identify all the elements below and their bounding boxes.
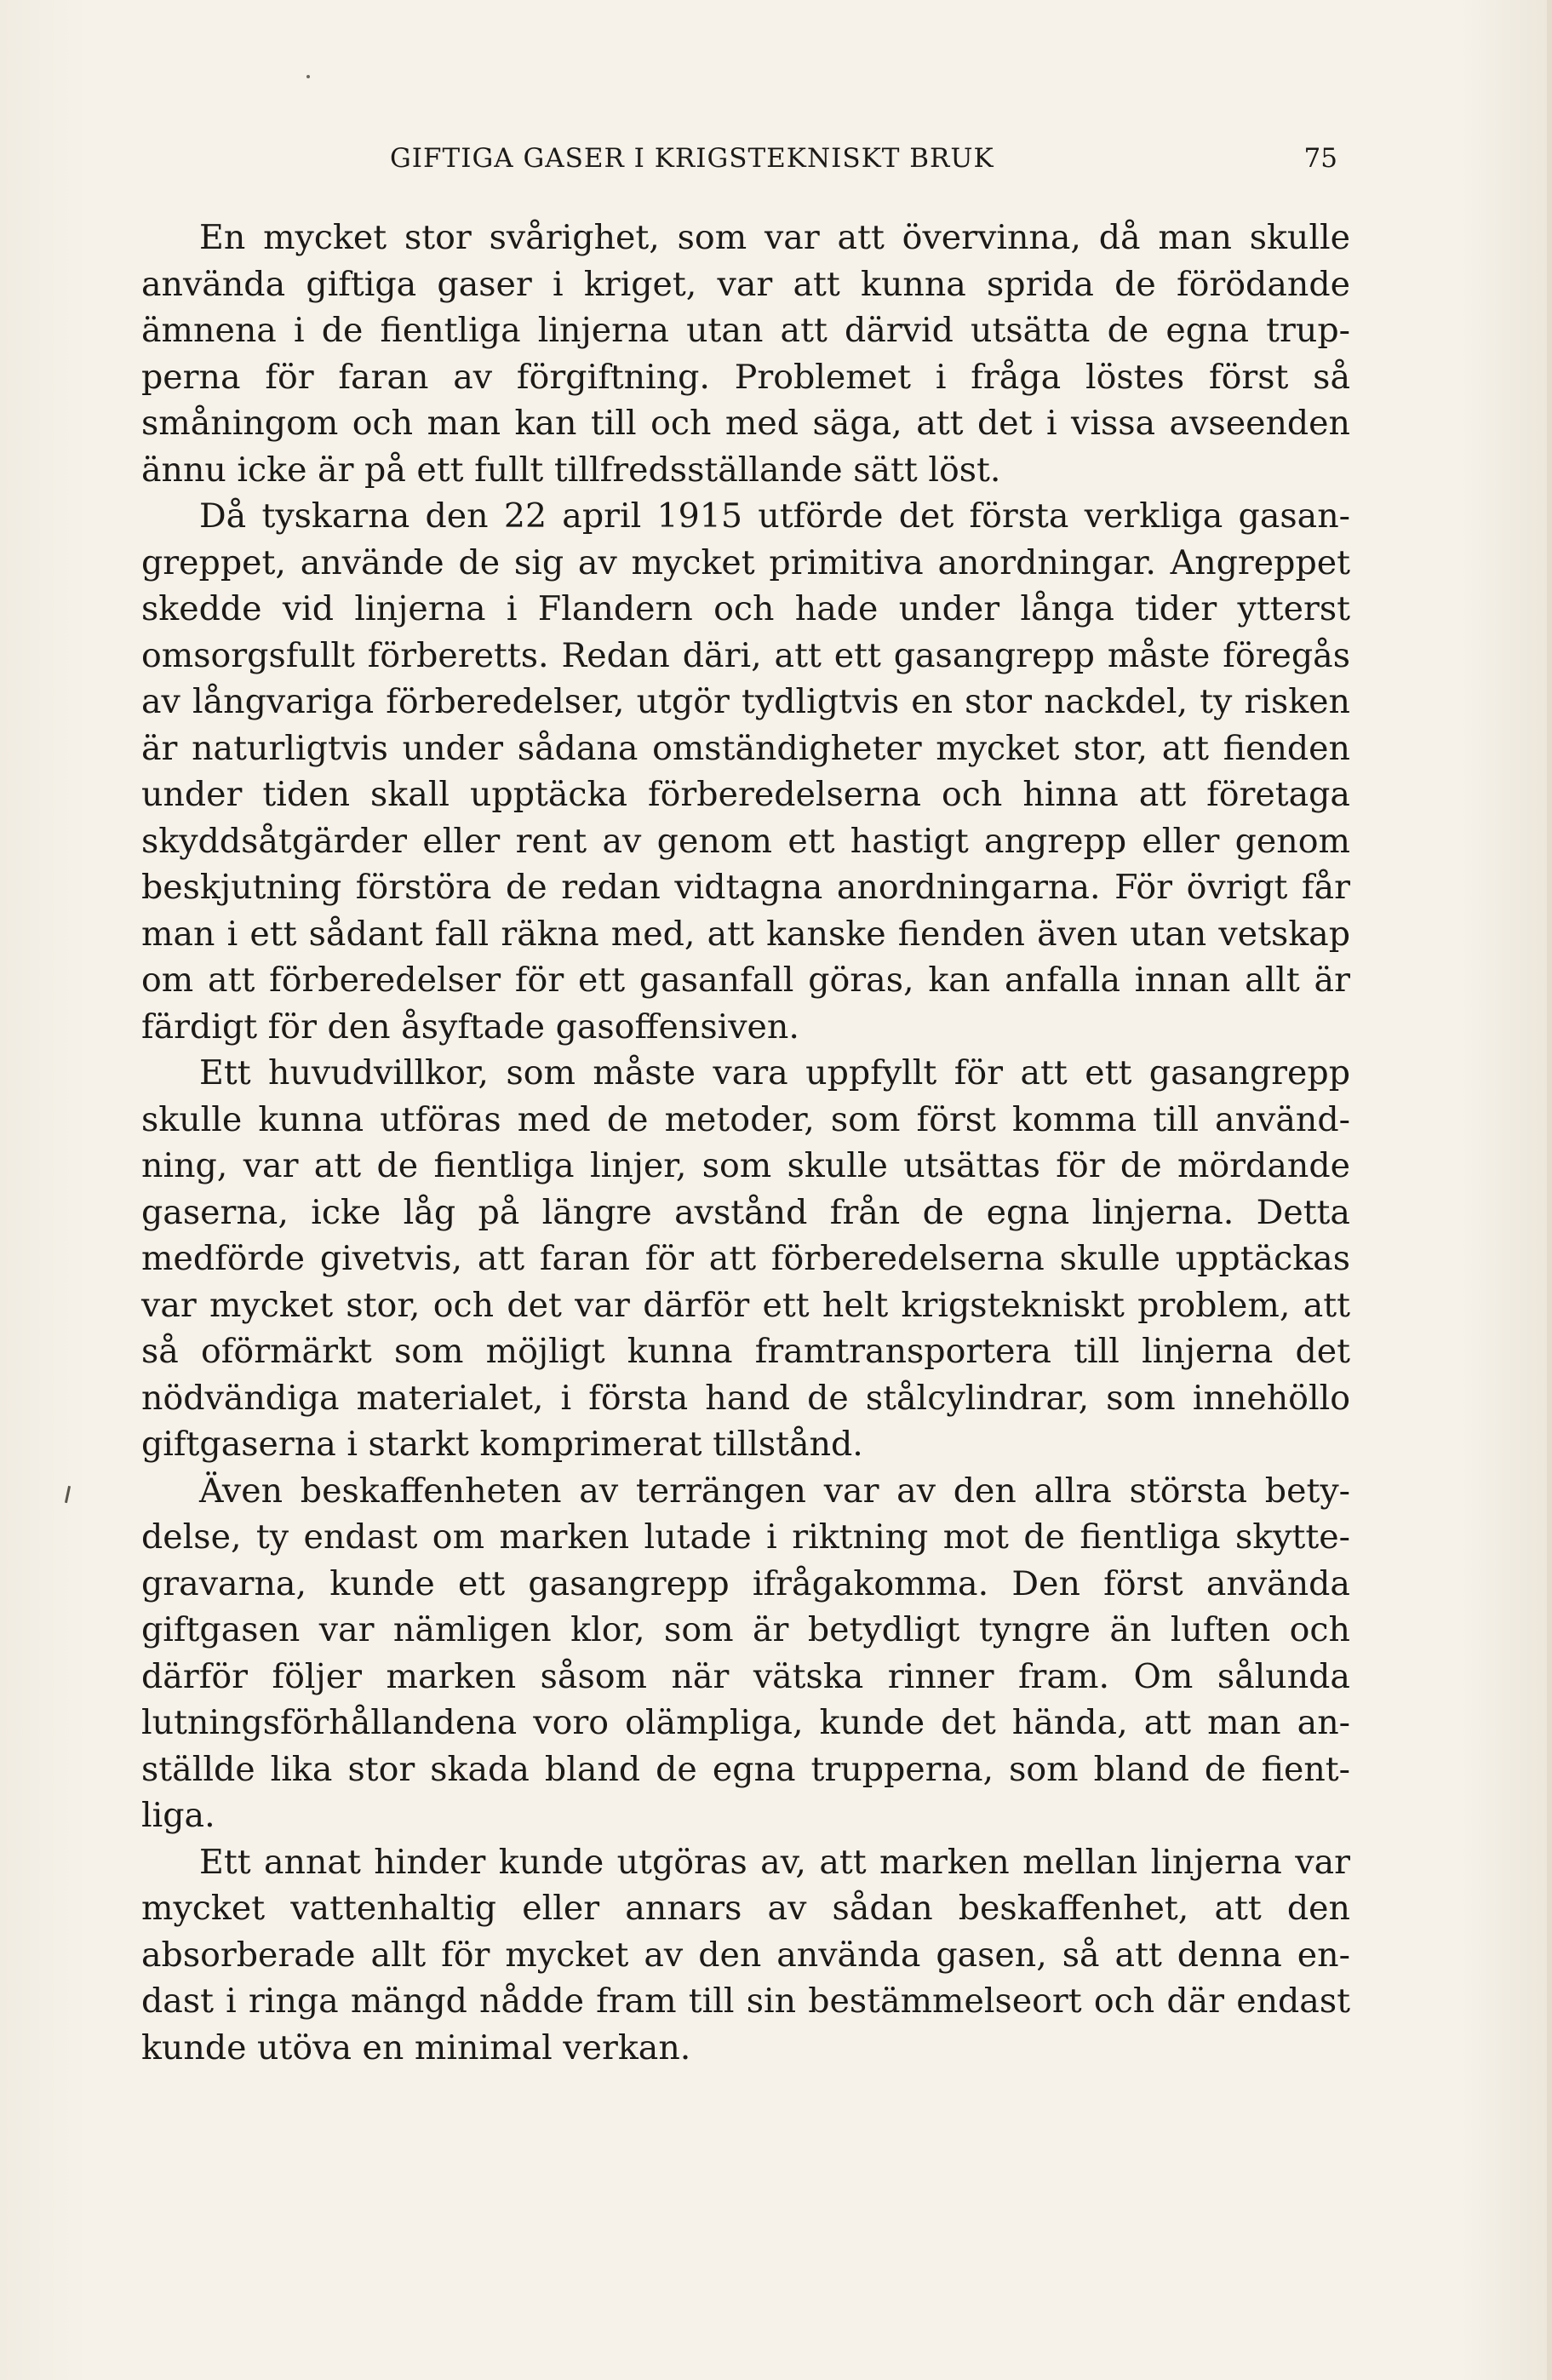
paper-speck (306, 75, 310, 78)
paragraph-5: Ett annat hinder kunde utgöras av, att marken mellan linjerna var mycket vattenhaltig eller annars av sådan beskaffenhet, att den absorberade allt för mycket av den använda gasen, så att denna endast i ringa mängd nådde fram till sin bestämmelseort och där endast kunde utöva en minimal verkan. (141, 1842, 1350, 2067)
page-header (390, 143, 1337, 186)
paragraph-2: Då tyskarna den 22 april 1915 utförde det första verkliga gasangreppet, använde de sig av mycket primitiva anordningar. Angreppet skedde vid linjerna i Flandern och hade under långa tider ytterst omsorgsfullt förberetts. Redan däri, att ett gasangrepp måste föregås av långvariga förberedelser, utgör tydligtvis en stor nackdel, ty risken är naturligtvis under sådana omständigheter mycket stor, att fienden under tiden skall upptäcka förberedelserna och hinna att företaga skyddsåtgärder eller rent av genom ett hastigt angrepp eller genom beskjutning förstöra de redan vidtagna anordningarna. För övrigt får man i ett sådant fall räkna med, att kanske fienden även utan vetskap om att förberedelser för ett gasanfall göras, kan anfalla innan allt är färdigt för den åsyftade gasoffensiven. (141, 496, 1350, 1047)
body-text (141, 215, 1350, 2071)
margin-mark (65, 1486, 71, 1503)
page-edge (1547, 0, 1552, 2380)
paragraph-1: En mycket stor svårighet, som var att övervinna, då man skulle använda giftiga gaser i kriget, var att kunna sprida de förödande ämnena i de fientliga linjerna utan att därvid utsätta de egna trupperna för faran av förgiftning. Problemet i fråga löstes först så småningom och man kan till och med säga, att det i vissa avseenden ännu icke är på ett fullt tillfredsställande sätt löst. (141, 218, 1350, 490)
paragraph-4: Även beskaffenheten av terrängen var av den allra största betydelse, ty endast om marken lutade i riktning mot de fientliga skyttegravarna, kunde ett gasangrepp ifrågakomma. Den först använda giftgasen var nämligen klor, som är betydligt tyngre än luften och därför följer marken såsom när vätska rinner fram. Om sålunda lutningsförhållandena voro olämpliga, kunde det hända, att man anställde lika stor skada bland de egna trupperna, som bland de fientliga. (141, 1471, 1350, 1835)
page-number: 75 (1303, 143, 1337, 174)
running-title: GIFTIGA GASER I KRIGSTEKNISKT BRUK (390, 143, 994, 174)
paragraph-3: Ett huvudvillkor, som måste vara uppfyllt för att ett gasangrepp skulle kunna utföras med de metoder, som först komma till användning, var att de fientliga linjer, som skulle utsättas för de mördande gaserna, icke låg på längre avstånd från de egna linjerna. Detta medförde givetvis, att faran för att förberedelserna skulle upptäckas var mycket stor, och det var därför ett helt krigstekniskt problem, att så oförmärkt som möjligt kunna framtransportera till linjerna det nödvändiga materialet, i första hand de stålcylindrar, som innehöllo giftgaserna i starkt komprimerat tillstånd. (141, 1053, 1350, 1464)
